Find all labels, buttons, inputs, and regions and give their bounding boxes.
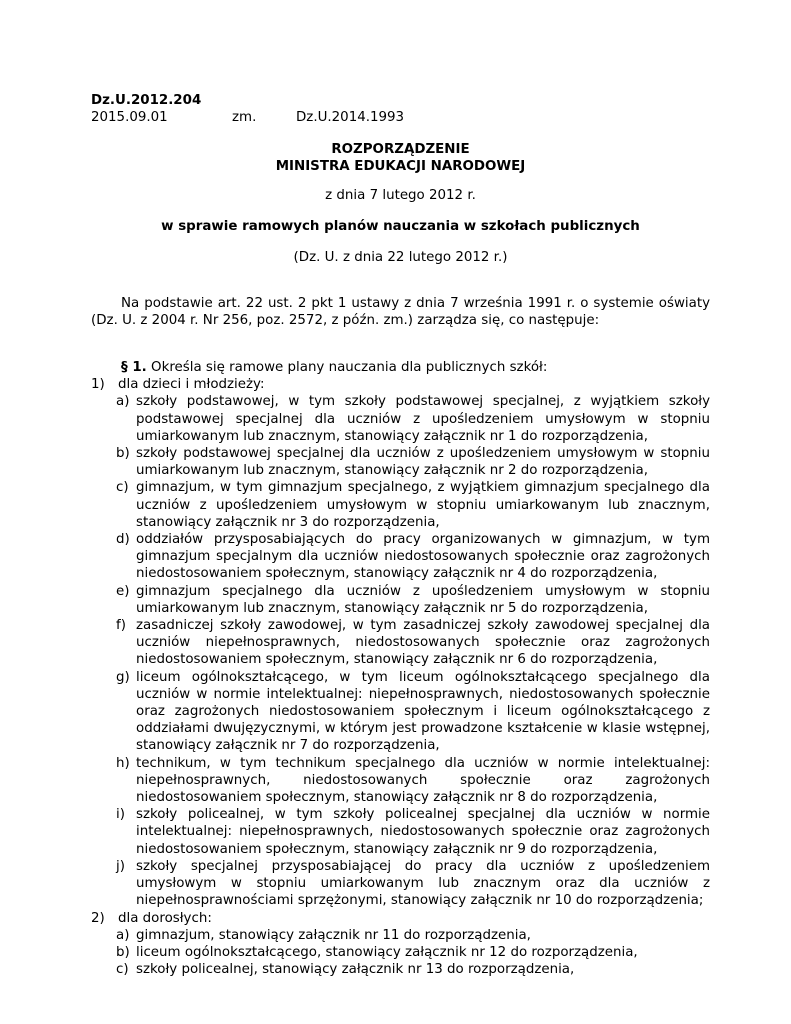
sub-item-letter: f)	[116, 618, 126, 634]
sub-item-text: szkoły podstawowej, w tym szkoły podstawowej specjalnej, z wyjątkiem szkoły podstawowej specjalnej dla uczniów z upośledzeniem umysłowym w stopniu umiarkowanym lub znacznym, stanowiący załącznik nr 1 do rozporządzenia,	[136, 394, 710, 444]
section-1-text: Określa się ramowe plany nauczania dla publicznych szkół:	[151, 360, 548, 375]
sub-item	[91, 806, 710, 858]
sub-item-text: szkoły policealnej, w tym szkoły policealnej specjalnej dla uczniów w normie intelektualnej: niepełnosprawnych, niedostosowanych społecznie oraz zagrożonych niedostosowaniem społecznym, stanowiący załącznik nr 9 do rozporządzenia,	[136, 807, 710, 857]
amendment-label: zm.	[232, 110, 257, 125]
sub-item	[91, 944, 710, 961]
sub-item-letter: e)	[116, 583, 130, 599]
sub-item	[91, 669, 710, 755]
list-item-number: 1)	[91, 377, 105, 393]
sub-item-text: zasadniczej szkoły zawodowej, w tym zasadniczej szkoły zawodowej specjalnej dla uczniów niepełnosprawnych, niedostosowanych społecznie oraz zagrożonych niedostosowaniem społecznym, stanowiący załącznik nr 6 do rozporządzenia,	[136, 618, 710, 668]
sub-item	[91, 617, 710, 669]
sub-item-text: szkoły podstawowej specjalnej dla uczniów z upośledzeniem umysłowym w stopniu umiarkowanym lub znacznym, stanowiący załącznik nr 2 do rozporządzenia,	[136, 446, 710, 479]
sub-item-text: oddziałów przysposabiających do pracy organizowanych w gimnazjum, w tym gimnazjum specjalnym dla uczniów niedostosowanych społecznie oraz zagrożonych niedostosowaniem społecznym, stanowiący załącznik nr 4 do rozporządzenia,	[136, 532, 710, 582]
title-line-2: MINISTRA EDUKACJI NARODOWEJ	[275, 159, 526, 174]
sub-item-letter: a)	[116, 394, 130, 410]
sub-item-letter: c)	[116, 962, 129, 978]
sub-item-letter: b)	[116, 944, 130, 960]
title-subject: w sprawie ramowych planów nauczania w szkołach publicznych	[161, 219, 640, 234]
sub-item	[91, 858, 710, 910]
title-date: z dnia 7 lutego 2012 r.	[325, 188, 476, 203]
list-item-label: dla dzieci i młodzieży:	[118, 377, 265, 393]
sub-item-text: szkoły specjalnej przysposabiającej do pracy dla uczniów z upośledzeniem umysłowym w stopniu umiarkowanym lub znacznym oraz dla uczniów z niepełnosprawnościami sprzężonymi, stanowiący załącznik nr 10 do rozporządzenia;	[136, 858, 710, 909]
sub-item-letter: g)	[116, 669, 130, 685]
list-item	[91, 376, 710, 393]
sub-item	[91, 393, 710, 445]
sub-item-text: gimnazjum, stanowiący załącznik nr 11 do rozporządzenia,	[136, 927, 531, 943]
sub-item-text: technikum, w tym technikum specjalnego dla uczniów w normie intelektualnej: niepełnosprawnych, niedostosowanych społecznie oraz zagrożonych niedostosowaniem społecznym, stanowiący załącznik nr 8 do rozporządzenia,	[136, 755, 710, 806]
sub-item-letter: j)	[116, 858, 125, 874]
sub-item-letter: d)	[116, 532, 130, 548]
document-id: Dz.U.2012.204	[91, 93, 202, 108]
amendment-reference: Dz.U.2014.1993	[296, 110, 405, 125]
sub-item	[91, 445, 710, 479]
sub-item	[91, 583, 710, 617]
sub-item-letter: a)	[116, 927, 130, 943]
sub-item	[91, 927, 710, 944]
sub-item-text: liceum ogólnokształcącego, stanowiący załącznik nr 12 do rozporządzenia,	[136, 944, 638, 960]
sub-item-letter: i)	[116, 807, 125, 823]
sub-item	[91, 961, 710, 978]
list-item-number: 2)	[91, 910, 105, 926]
sub-item	[91, 755, 710, 807]
title-line-1: ROZPORZĄDZENIE	[331, 142, 470, 157]
sub-item-letter: b)	[116, 446, 130, 462]
title-journal: (Dz. U. z dnia 22 lutego 2012 r.)	[293, 250, 508, 265]
document-date: 2015.09.01	[91, 110, 168, 125]
section-1-heading	[91, 359, 710, 376]
section-1	[91, 359, 710, 978]
sub-item-letter: c)	[116, 480, 129, 496]
sub-item-text: szkoły policealnej, stanowiący załącznik nr 13 do rozporządzenia,	[136, 962, 575, 978]
sub-item-text: liceum ogólnokształcącego, w tym liceum ogólnokształcącego specjalnego dla uczniów w normie intelektualnej: niepełnosprawnych, niedostosowanych społecznie oraz zagrożonych niedostosowaniem społecznym i liceum ogólnokształcącego z oddziałami dwujęzycznymi, w którym jest prowadzone kształcenie w klasie wstępnej, stanowiący załącznik nr 7 do rozporządzenia,	[136, 669, 710, 754]
sub-item-text: gimnazjum specjalnego dla uczniów z upośledzeniem umysłowym w stopniu umiarkowanym lub znacznym, stanowiący załącznik nr 5 do rozporządzenia,	[136, 583, 710, 616]
list-item	[91, 910, 710, 927]
section-mark: § 1.	[121, 360, 147, 375]
list-item-label: dla dorosłych:	[118, 910, 212, 926]
sub-item-letter: h)	[116, 755, 130, 771]
sub-item-text: gimnazjum, w tym gimnazjum specjalnego, z wyjątkiem gimnazjum specjalnego dla uczniów z upośledzeniem umysłowym w stopniu umiarkowanym lub znacznym, stanowiący załącznik nr 3 do rozporządzenia,	[136, 480, 710, 530]
document-meta-row	[91, 109, 511, 127]
sub-item	[91, 531, 710, 583]
sub-item	[91, 479, 710, 531]
intro-paragraph: Na podstawie art. 22 ust. 2 pkt 1 ustawy z dnia 7 września 1991 r. o systemie oświaty (Dz. U. z 2004 r. Nr 256, poz. 2572, z późn. zm.) zarządza się, co następuje:	[91, 296, 710, 329]
